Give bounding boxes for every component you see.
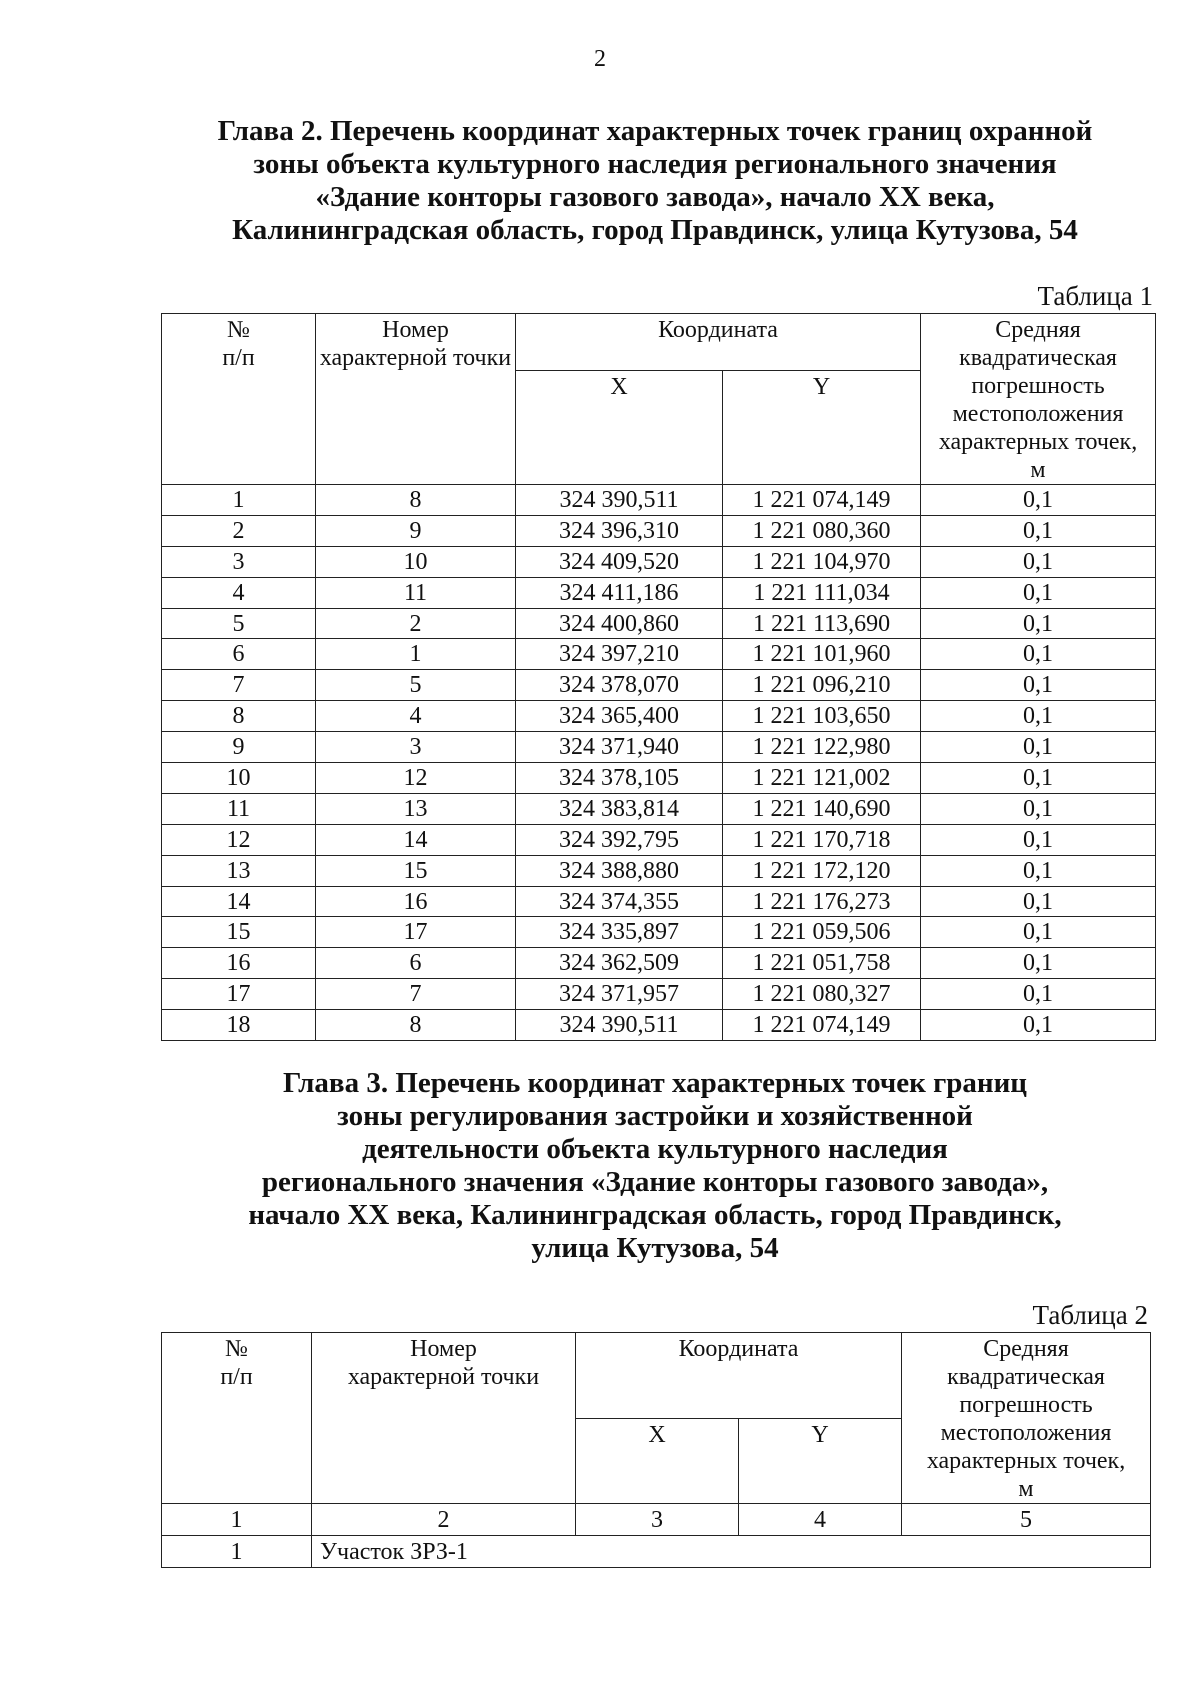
cell-point: 9 xyxy=(316,515,516,546)
cell-y: 1 221 111,034 xyxy=(723,577,921,608)
cell-point: 1 xyxy=(316,639,516,670)
cell-error: 0,1 xyxy=(921,546,1156,577)
header-error-line: квадратическая xyxy=(947,1364,1105,1390)
table-row xyxy=(162,855,1156,886)
header-y: Y xyxy=(723,371,921,485)
header-y: Y xyxy=(739,1418,902,1504)
cell-y: 1 221 121,002 xyxy=(723,763,921,794)
chapter-2-title-line: «Здание конторы газового завода», начало XX века, xyxy=(315,181,995,213)
table-row xyxy=(162,701,1156,732)
cell-point: 11 xyxy=(316,577,516,608)
cell-x: 324 400,860 xyxy=(516,608,723,639)
header-error-line: Средняя xyxy=(983,1336,1069,1362)
table-row xyxy=(162,824,1156,855)
cell-point: 5 xyxy=(316,670,516,701)
table-row xyxy=(162,763,1156,794)
cell-x: 324 371,957 xyxy=(516,979,723,1010)
cell-num: 4 xyxy=(162,577,316,608)
cell-y: 1 221 051,758 xyxy=(723,948,921,979)
header-point-line: Номер xyxy=(382,317,449,343)
table-row xyxy=(162,485,1156,516)
cell-point: 16 xyxy=(316,886,516,917)
chapter-2-title-line: зоны объекта культурного наследия регионального значения xyxy=(253,148,1057,180)
cell-y: 1 221 080,360 xyxy=(723,515,921,546)
cell-point: 17 xyxy=(316,917,516,948)
cell-error: 0,1 xyxy=(921,948,1156,979)
header-error-line: местоположения xyxy=(940,1420,1112,1446)
table-row xyxy=(162,979,1156,1010)
section-row-num: 1 xyxy=(162,1536,312,1568)
header-error xyxy=(921,314,1156,485)
cell-error: 0,1 xyxy=(921,917,1156,948)
column-number: 3 xyxy=(576,1504,739,1536)
header-x: X xyxy=(576,1418,739,1504)
cell-error: 0,1 xyxy=(921,515,1156,546)
cell-x: 324 383,814 xyxy=(516,793,723,824)
cell-point: 4 xyxy=(316,701,516,732)
cell-error: 0,1 xyxy=(921,979,1156,1010)
header-error-line: погрешность xyxy=(971,373,1105,399)
table-row xyxy=(162,948,1156,979)
table-row xyxy=(162,670,1156,701)
column-number: 4 xyxy=(739,1504,902,1536)
chapter-3-title-line: регионального значения «Здание конторы газового завода», xyxy=(261,1166,1049,1198)
chapter-3-title-line: деятельности объекта культурного наследия xyxy=(362,1133,948,1165)
table-2-caption: Таблица 2 xyxy=(1032,1300,1148,1330)
table-row xyxy=(162,732,1156,763)
chapter-2-title-line: Глава 2. Перечень координат характерных точек границ охранной xyxy=(217,115,1093,147)
cell-error: 0,1 xyxy=(921,1010,1156,1041)
column-number: 2 xyxy=(312,1504,576,1536)
chapter-3-title-line: Глава 3. Перечень координат характерных точек границ xyxy=(282,1067,1028,1099)
cell-point: 12 xyxy=(316,763,516,794)
cell-x: 324 378,105 xyxy=(516,763,723,794)
cell-error: 0,1 xyxy=(921,608,1156,639)
cell-num: 8 xyxy=(162,701,316,732)
cell-x: 324 397,210 xyxy=(516,639,723,670)
cell-num: 5 xyxy=(162,608,316,639)
header-error xyxy=(902,1333,1151,1504)
table-row xyxy=(162,793,1156,824)
cell-y: 1 221 104,970 xyxy=(723,546,921,577)
cell-x: 324 392,795 xyxy=(516,824,723,855)
cell-x: 324 409,520 xyxy=(516,546,723,577)
header-point xyxy=(316,314,516,485)
cell-x: 324 362,509 xyxy=(516,948,723,979)
header-num-line: п/п xyxy=(222,345,255,371)
cell-num: 3 xyxy=(162,546,316,577)
cell-error: 0,1 xyxy=(921,485,1156,516)
table-row xyxy=(162,639,1156,670)
header-error-line: Средняя xyxy=(995,317,1081,343)
cell-point: 14 xyxy=(316,824,516,855)
cell-num: 6 xyxy=(162,639,316,670)
cell-error: 0,1 xyxy=(921,886,1156,917)
cell-y: 1 221 096,210 xyxy=(723,670,921,701)
cell-x: 324 390,511 xyxy=(516,1010,723,1041)
cell-y: 1 221 103,650 xyxy=(723,701,921,732)
header-coordinate: Координата xyxy=(516,314,921,371)
header-error-line: погрешность xyxy=(959,1392,1093,1418)
cell-error: 0,1 xyxy=(921,824,1156,855)
cell-num: 12 xyxy=(162,824,316,855)
cell-y: 1 221 074,149 xyxy=(723,485,921,516)
cell-y: 1 221 172,120 xyxy=(723,855,921,886)
column-number: 5 xyxy=(902,1504,1151,1536)
cell-error: 0,1 xyxy=(921,670,1156,701)
header-num xyxy=(162,1333,312,1504)
cell-y: 1 221 113,690 xyxy=(723,608,921,639)
cell-y: 1 221 080,327 xyxy=(723,979,921,1010)
cell-x: 324 335,897 xyxy=(516,917,723,948)
cell-error: 0,1 xyxy=(921,855,1156,886)
table-row xyxy=(162,886,1156,917)
cell-error: 0,1 xyxy=(921,732,1156,763)
header-num-line: № xyxy=(225,1336,248,1362)
cell-point: 8 xyxy=(316,485,516,516)
cell-x: 324 411,186 xyxy=(516,577,723,608)
header-point xyxy=(312,1333,576,1504)
cell-x: 324 374,355 xyxy=(516,886,723,917)
cell-x: 324 378,070 xyxy=(516,670,723,701)
cell-error: 0,1 xyxy=(921,793,1156,824)
chapter-3-title-line: начало XX века, Калининградская область, город Правдинск, xyxy=(248,1199,1062,1231)
cell-num: 10 xyxy=(162,763,316,794)
header-error-line: м xyxy=(1030,457,1046,483)
header-point-line: Номер xyxy=(410,1336,477,1362)
cell-error: 0,1 xyxy=(921,577,1156,608)
header-point-line: характерной точки xyxy=(319,345,512,371)
cell-x: 324 371,940 xyxy=(516,732,723,763)
section-row-label: Участок ЗРЗ-1 xyxy=(312,1536,1151,1568)
cell-error: 0,1 xyxy=(921,701,1156,732)
chapter-3-title xyxy=(150,1067,1160,1265)
cell-y: 1 221 176,273 xyxy=(723,886,921,917)
coordinates-table-2 xyxy=(161,1332,1151,1568)
cell-num: 16 xyxy=(162,948,316,979)
cell-x: 324 388,880 xyxy=(516,855,723,886)
header-error-line: местоположения xyxy=(952,401,1124,427)
cell-y: 1 221 074,149 xyxy=(723,1010,921,1041)
cell-x: 324 390,511 xyxy=(516,485,723,516)
chapter-2-title xyxy=(150,115,1160,247)
cell-error: 0,1 xyxy=(921,763,1156,794)
table-row xyxy=(162,515,1156,546)
cell-point: 2 xyxy=(316,608,516,639)
table-row xyxy=(162,546,1156,577)
cell-num: 11 xyxy=(162,793,316,824)
cell-point: 8 xyxy=(316,1010,516,1041)
table-1-caption: Таблица 1 xyxy=(1037,281,1153,311)
cell-num: 1 xyxy=(162,485,316,516)
cell-num: 2 xyxy=(162,515,316,546)
cell-num: 18 xyxy=(162,1010,316,1041)
header-num xyxy=(162,314,316,485)
page-number: 2 xyxy=(594,46,606,72)
coordinates-table-1 xyxy=(161,313,1156,1041)
cell-x: 324 396,310 xyxy=(516,515,723,546)
table-row xyxy=(162,608,1156,639)
chapter-3-title-line: улица Кутузова, 54 xyxy=(531,1232,779,1264)
cell-y: 1 221 101,960 xyxy=(723,639,921,670)
cell-point: 10 xyxy=(316,546,516,577)
header-x: X xyxy=(516,371,723,485)
header-coordinate: Координата xyxy=(576,1333,902,1419)
header-num-line: № xyxy=(227,317,250,343)
chapter-3-title-line: зоны регулирования застройки и хозяйственной xyxy=(337,1100,973,1132)
cell-x: 324 365,400 xyxy=(516,701,723,732)
table-row xyxy=(162,1010,1156,1041)
header-point-line: характерной точки xyxy=(347,1364,540,1390)
cell-error: 0,1 xyxy=(921,639,1156,670)
cell-num: 14 xyxy=(162,886,316,917)
cell-num: 15 xyxy=(162,917,316,948)
column-number: 1 xyxy=(162,1504,312,1536)
cell-num: 13 xyxy=(162,855,316,886)
cell-y: 1 221 140,690 xyxy=(723,793,921,824)
cell-point: 7 xyxy=(316,979,516,1010)
table-row xyxy=(162,917,1156,948)
cell-point: 6 xyxy=(316,948,516,979)
cell-y: 1 221 059,506 xyxy=(723,917,921,948)
cell-point: 15 xyxy=(316,855,516,886)
cell-point: 3 xyxy=(316,732,516,763)
header-num-line: п/п xyxy=(220,1364,253,1390)
header-error-line: м xyxy=(1018,1476,1034,1502)
header-error-line: характерных точек, xyxy=(938,429,1138,455)
cell-num: 9 xyxy=(162,732,316,763)
cell-num: 17 xyxy=(162,979,316,1010)
cell-point: 13 xyxy=(316,793,516,824)
header-error-line: квадратическая xyxy=(959,345,1117,371)
cell-y: 1 221 170,718 xyxy=(723,824,921,855)
cell-y: 1 221 122,980 xyxy=(723,732,921,763)
cell-num: 7 xyxy=(162,670,316,701)
header-error-line: характерных точек, xyxy=(926,1448,1126,1474)
table-row xyxy=(162,577,1156,608)
chapter-2-title-line: Калининградская область, город Правдинск, улица Кутузова, 54 xyxy=(232,214,1078,246)
